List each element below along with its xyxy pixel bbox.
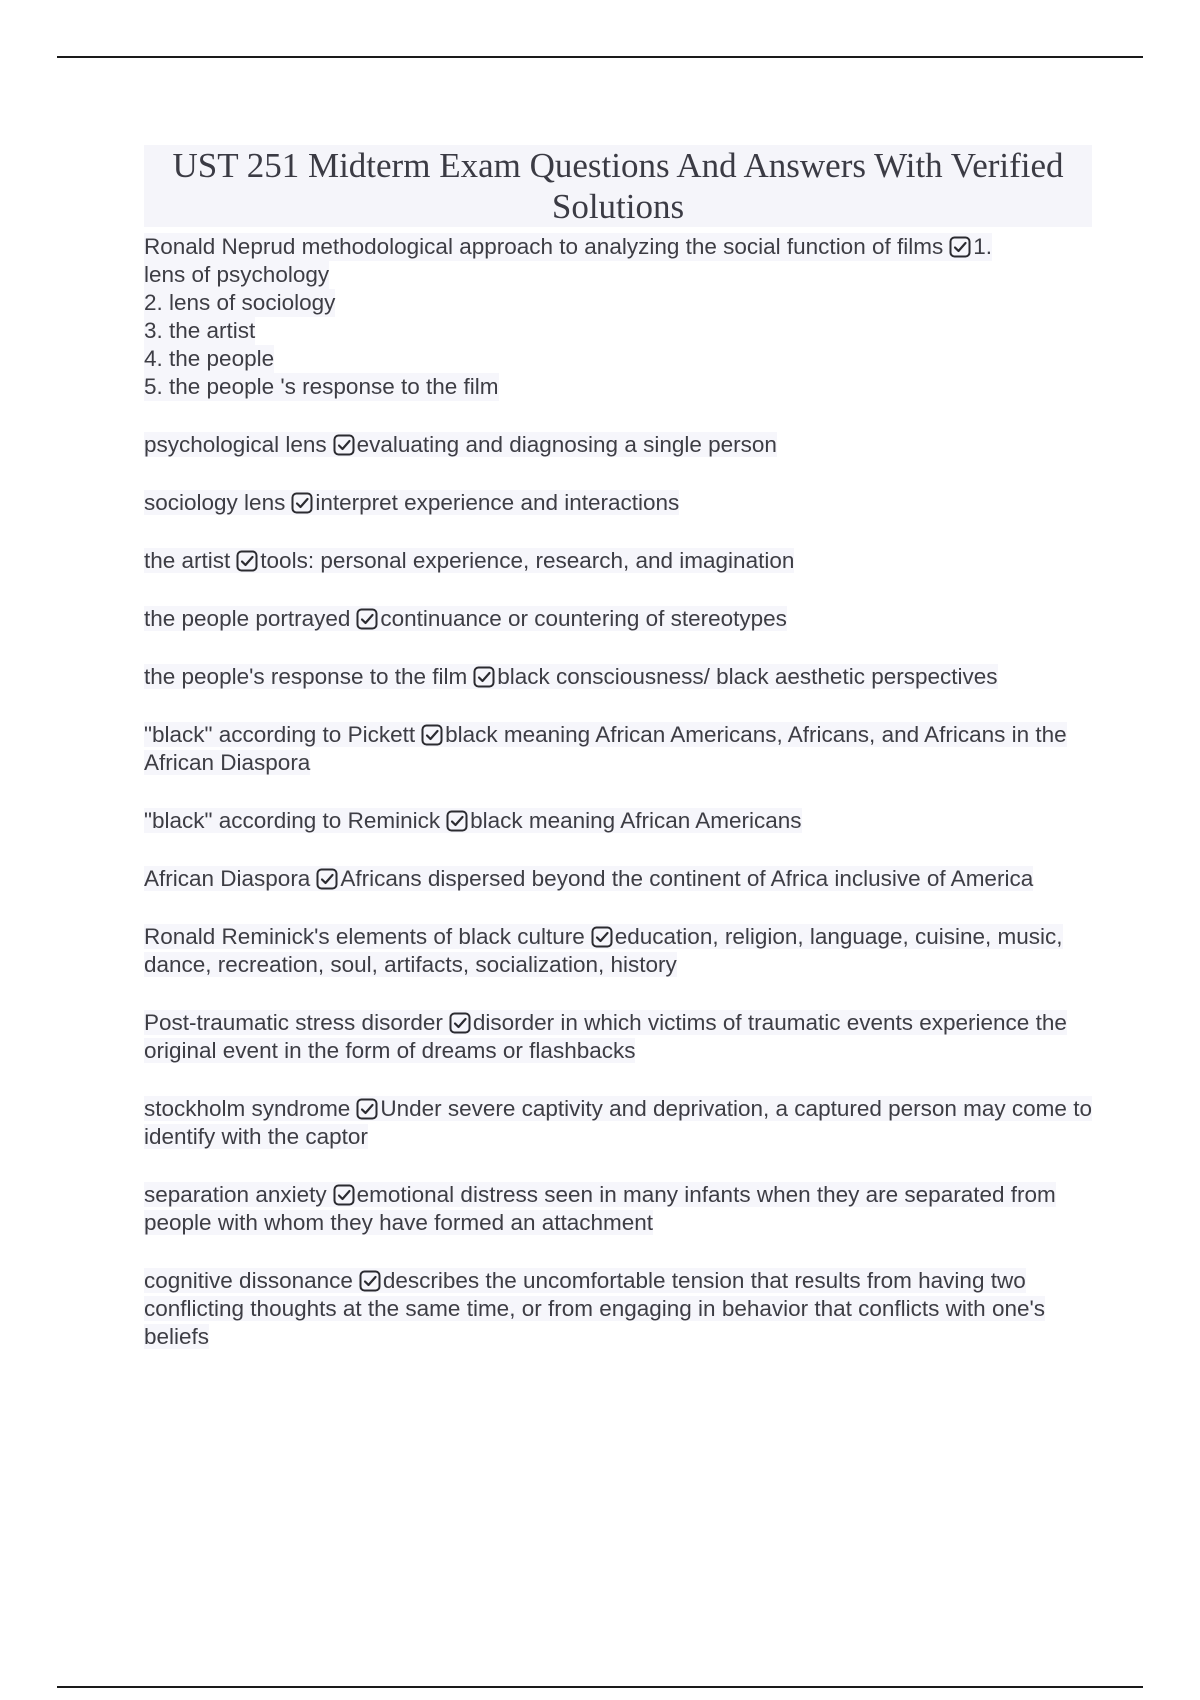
answer-list: [144, 261, 1092, 401]
qa-text: [144, 924, 1063, 977]
qa-text: [144, 808, 802, 833]
checkbox-check-icon: [291, 492, 313, 514]
question-text: African Diaspora: [144, 866, 311, 891]
qa-text: [144, 432, 777, 457]
checkbox-check-icon: [449, 1012, 471, 1034]
answer-text: Under severe captivity and deprivation, a captured person may come to identify with the captor: [144, 1096, 1092, 1149]
qa-item: [144, 1267, 1092, 1351]
qa-text: [144, 1182, 1056, 1235]
answer-list-line: 4. the people: [144, 346, 275, 371]
checkbox-check-icon: [421, 724, 443, 746]
question-text: sociology lens: [144, 490, 286, 515]
qa-item: [144, 865, 1092, 893]
footer-rule: [57, 1686, 1143, 1688]
checkbox-check-icon: [333, 434, 355, 456]
qa-text: [144, 606, 787, 631]
checkbox-check-icon: [316, 868, 338, 890]
checkbox-check-icon: [356, 1098, 378, 1120]
checkbox-check-icon: [949, 236, 971, 258]
checkbox-check-icon: [446, 810, 468, 832]
checkbox-check-icon: [359, 1270, 381, 1292]
qa-item: [144, 431, 1092, 459]
qa-item: [144, 663, 1092, 691]
answer-text: 1.: [973, 234, 992, 259]
answer-text: black meaning African Americans, Africans, and Africans in the African Diaspora: [144, 722, 1067, 775]
question-text: cognitive dissonance: [144, 1268, 353, 1293]
qa-item: [144, 721, 1092, 777]
qa-item: [144, 807, 1092, 835]
qa-item: [144, 1095, 1092, 1151]
question-text: separation anxiety: [144, 1182, 327, 1207]
answer-list-line: 3. the artist: [144, 318, 256, 343]
question-text: stockholm syndrome: [144, 1096, 351, 1121]
qa-text: [144, 866, 1033, 891]
answer-text: tools: personal experience, research, and imagination: [260, 548, 795, 573]
question-text: the people's response to the film: [144, 664, 468, 689]
answer-list-line: 2. lens of sociology: [144, 290, 336, 315]
qa-item: [144, 1181, 1092, 1237]
answer-text: black consciousness/ black aesthetic perspectives: [497, 664, 998, 689]
qa-text: [144, 722, 1067, 775]
qa-item: [144, 233, 1092, 401]
question-text: Post-traumatic stress disorder: [144, 1010, 443, 1035]
qa-first-line: [144, 233, 992, 261]
qa-item: [144, 547, 1092, 575]
document-title: UST 251 Midterm Exam Questions And Answers With Verified Solutions: [144, 145, 1092, 227]
qa-text: [144, 664, 998, 689]
answer-text: evaluating and diagnosing a single person: [356, 432, 777, 457]
qa-text: [144, 548, 794, 573]
answer-list-line: lens of psychology: [144, 262, 330, 287]
question-text: Ronald Neprud methodological approach to analyzing the social function of films: [144, 234, 944, 259]
question-text: "black" according to Reminick: [144, 808, 441, 833]
qa-text: [144, 1268, 1045, 1349]
qa-list: [144, 431, 1092, 1351]
qa-item: [144, 923, 1092, 979]
header-rule: [57, 56, 1143, 58]
qa-item: [144, 605, 1092, 633]
answer-text: continuance or countering of stereotypes: [380, 606, 787, 631]
qa-text: [144, 1096, 1092, 1149]
checkbox-check-icon: [236, 550, 258, 572]
qa-text: [144, 1010, 1067, 1063]
question-text: psychological lens: [144, 432, 327, 457]
answer-text: Africans dispersed beyond the continent of Africa inclusive of America: [340, 866, 1034, 891]
answer-text: education, religion, language, cuisine, music, dance, recreation, soul, artifacts, socialization, history: [144, 924, 1063, 977]
qa-text: [144, 490, 679, 515]
document-body: [144, 145, 1092, 1351]
answer-list-line: 5. the people 's response to the film: [144, 374, 499, 399]
answer-text: describes the uncomfortable tension that results from having two conflicting thoughts at the same time, or from engaging in behavior that conflicts with one's beliefs: [144, 1268, 1046, 1349]
question-text: the people portrayed: [144, 606, 351, 631]
question-text: "black" according to Pickett: [144, 722, 416, 747]
checkbox-check-icon: [356, 608, 378, 630]
qa-item: [144, 489, 1092, 517]
answer-text: emotional distress seen in many infants when they are separated from people with whom they have formed an attachment: [144, 1182, 1056, 1235]
checkbox-check-icon: [591, 926, 613, 948]
answer-text: disorder in which victims of traumatic events experience the original event in the form of dreams or flashbacks: [144, 1010, 1067, 1063]
checkbox-check-icon: [473, 666, 495, 688]
qa-item: [144, 1009, 1092, 1065]
answer-text: black meaning African Americans: [470, 808, 802, 833]
answer-text: interpret experience and interactions: [315, 490, 680, 515]
question-text: the artist: [144, 548, 231, 573]
checkbox-check-icon: [333, 1184, 355, 1206]
question-text: Ronald Reminick's elements of black culture: [144, 924, 585, 949]
